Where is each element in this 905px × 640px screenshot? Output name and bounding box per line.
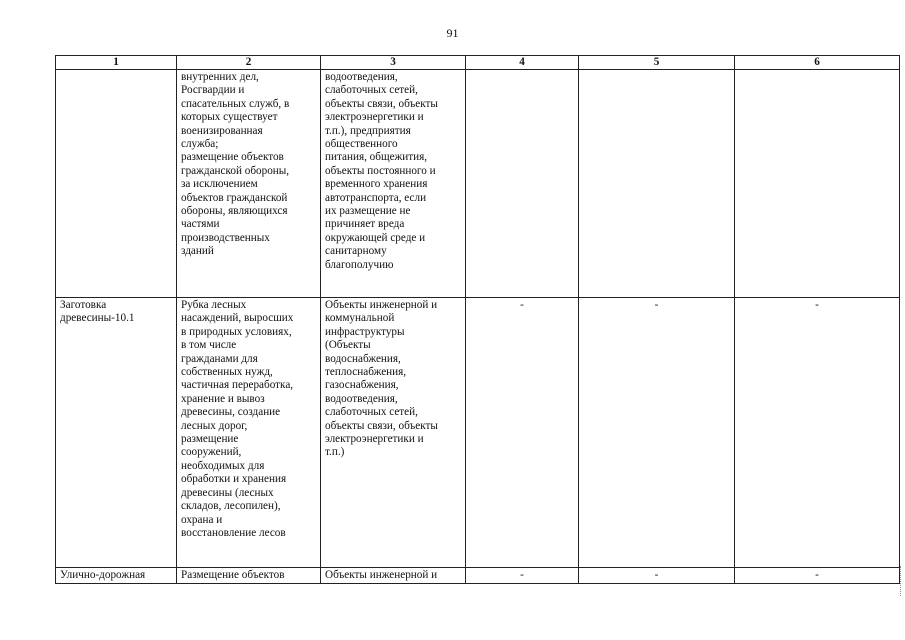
row-1-col-4	[466, 70, 579, 298]
table-row	[56, 568, 900, 584]
column-header-6: 6	[735, 56, 900, 70]
row-2-description: Рубка лесных насаждений, выросших в природных условиях, в том числе гражданами для собственных нужд, частичная переработка, хранение и вывоз древесины, создание лесных дорог, размещение сооружений, необходимых для обработки и хранения древесины (лесных складов, лесопилен), охрана и восстановление лесов	[177, 298, 321, 568]
row-3-col-6: -	[735, 568, 900, 584]
scan-edge-marks	[900, 566, 904, 596]
row-3-col-5: -	[579, 568, 735, 584]
row-1-auxiliary-uses: водоотведения, слаботочных сетей, объекты связи, объекты электроэнергетики и т.п.), предприятия общественного питания, общежития, объекты постоянного и временного хранения автотранспорта, если их размещение не причиняет вреда окружающей среде и санитарному благополучию	[321, 70, 466, 298]
document-table	[55, 55, 900, 584]
row-1-col-6	[735, 70, 900, 298]
row-3-use-name: Улично-дорожная	[56, 568, 177, 584]
table-row	[56, 298, 900, 568]
column-header-4: 4	[466, 56, 579, 70]
column-header-3: 3	[321, 56, 466, 70]
row-1-col-5	[579, 70, 735, 298]
row-3-description: Размещение объектов	[177, 568, 321, 584]
column-header-1: 1	[56, 56, 177, 70]
page-number: 91	[446, 26, 459, 40]
column-header-2: 2	[177, 56, 321, 70]
row-2-use-name: Заготовка древесины-10.1	[56, 298, 177, 568]
row-1-use-name	[56, 70, 177, 298]
row-2-col-4: -	[466, 298, 579, 568]
row-3-col-4: -	[466, 568, 579, 584]
table-row	[56, 70, 900, 298]
table-header-row	[56, 56, 900, 70]
row-2-col-6: -	[735, 298, 900, 568]
column-header-5: 5	[579, 56, 735, 70]
row-3-auxiliary-uses: Объекты инженерной и	[321, 568, 466, 584]
row-2-col-5: -	[579, 298, 735, 568]
row-1-description: внутренних дел, Росгвардии и спасательных служб, в которых существует военизированная служба; размещение объектов гражданской обороны, за исключением объектов гражданской обороны, являющихся частями производственных зданий	[177, 70, 321, 298]
row-2-auxiliary-uses: Объекты инженерной и коммунальной инфраструктуры (Объекты водоснабжения, теплоснабжения, газоснабжения, водоотведения, слаботочных сетей, объекты связи, объекты электроэнергетики и т.п.)	[321, 298, 466, 568]
